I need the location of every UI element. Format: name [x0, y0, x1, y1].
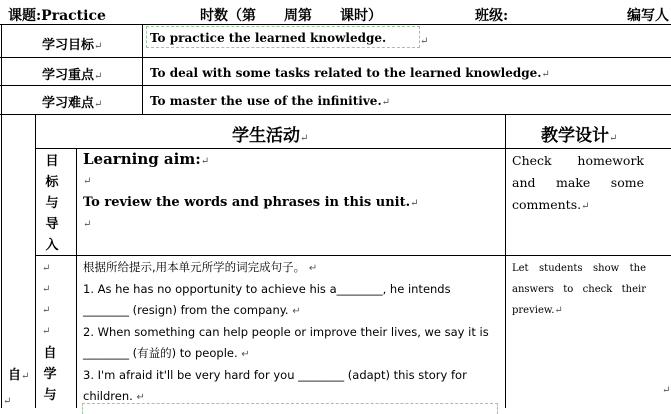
rule — [1, 24, 2, 408]
row-label-difficulties: 学习难点↵ — [42, 96, 103, 111]
exercise-q3-cont: children. ↵ — [83, 389, 145, 403]
rule — [0, 114, 671, 115]
exercise-box-edge — [82, 403, 498, 414]
para-mark: ↵ — [3, 396, 12, 407]
rule — [505, 114, 506, 408]
learning-aim-title: Learning aim:↵ — [83, 150, 210, 168]
exercise-q1: 1. As he has no opportunity to achieve his a________, he intends — [83, 282, 451, 296]
exercise-q2-cont: ________ (有益的) to people. ↵ — [83, 346, 250, 360]
para-mark: ↵ — [83, 176, 92, 187]
exercise-block — [83, 257, 498, 408]
section1-side-label: 目 标 与 导 入 — [45, 154, 59, 253]
topic-label: 课题: — [8, 8, 42, 24]
para-mark: ↵ — [420, 36, 429, 47]
topic-value: Practice — [41, 8, 106, 24]
row-text-difficulties: To master the use of the infinitive.↵ — [150, 94, 391, 108]
row-label-key-points: 学习重点↵ — [42, 68, 103, 83]
rule — [35, 114, 36, 408]
class-label: 班级: — [475, 8, 509, 24]
rule — [35, 255, 671, 256]
para-mark: ↵ — [662, 385, 671, 396]
row-text-objective: To practice the learned knowledge. — [150, 31, 387, 45]
section2-design-text: Let students show the answers to check their preview.↵ — [512, 263, 646, 316]
para-mark: ↵ — [83, 219, 92, 230]
row-text-key-points: To deal with some tasks related to the learned knowledge.↵ — [150, 66, 550, 80]
rule — [35, 148, 671, 149]
teaching-design-header: 教学设计↵ — [541, 126, 618, 146]
section1-design-text: Check homework and make some comments.↵ — [512, 153, 644, 212]
learning-aim-body: To review the words and phrases in this unit.↵ — [83, 195, 419, 210]
outer-side-label: 自↵ — [8, 368, 30, 383]
exercise-q1-cont: ________ (resign) from the company. ↵ — [83, 303, 301, 317]
section2-side-label: 自 学 与 — [43, 346, 57, 403]
hours-label: 时数（第 周第 课时） — [200, 8, 382, 24]
rule — [0, 57, 671, 58]
row-label-objective: 学习目标↵ — [42, 38, 103, 53]
rule — [0, 24, 671, 25]
section2-para-marks: ↵ ↵ ↵ ↵ — [42, 263, 51, 337]
exercise-intro: 根据所给提示,用本单元所学的词完成句子。 ↵ — [83, 260, 318, 274]
rule — [142, 24, 143, 114]
editor-label: 编写人 — [627, 8, 669, 24]
student-activity-header: 学生活动↵ — [232, 126, 309, 146]
rule — [0, 85, 671, 86]
rule — [76, 148, 77, 408]
exercise-q2: 2. When something can help people or improve their lives, we say it is — [83, 325, 489, 339]
exercise-q3: 3. I'm afraid it'll be very hard for you ________ (adapt) this story for — [83, 368, 467, 382]
